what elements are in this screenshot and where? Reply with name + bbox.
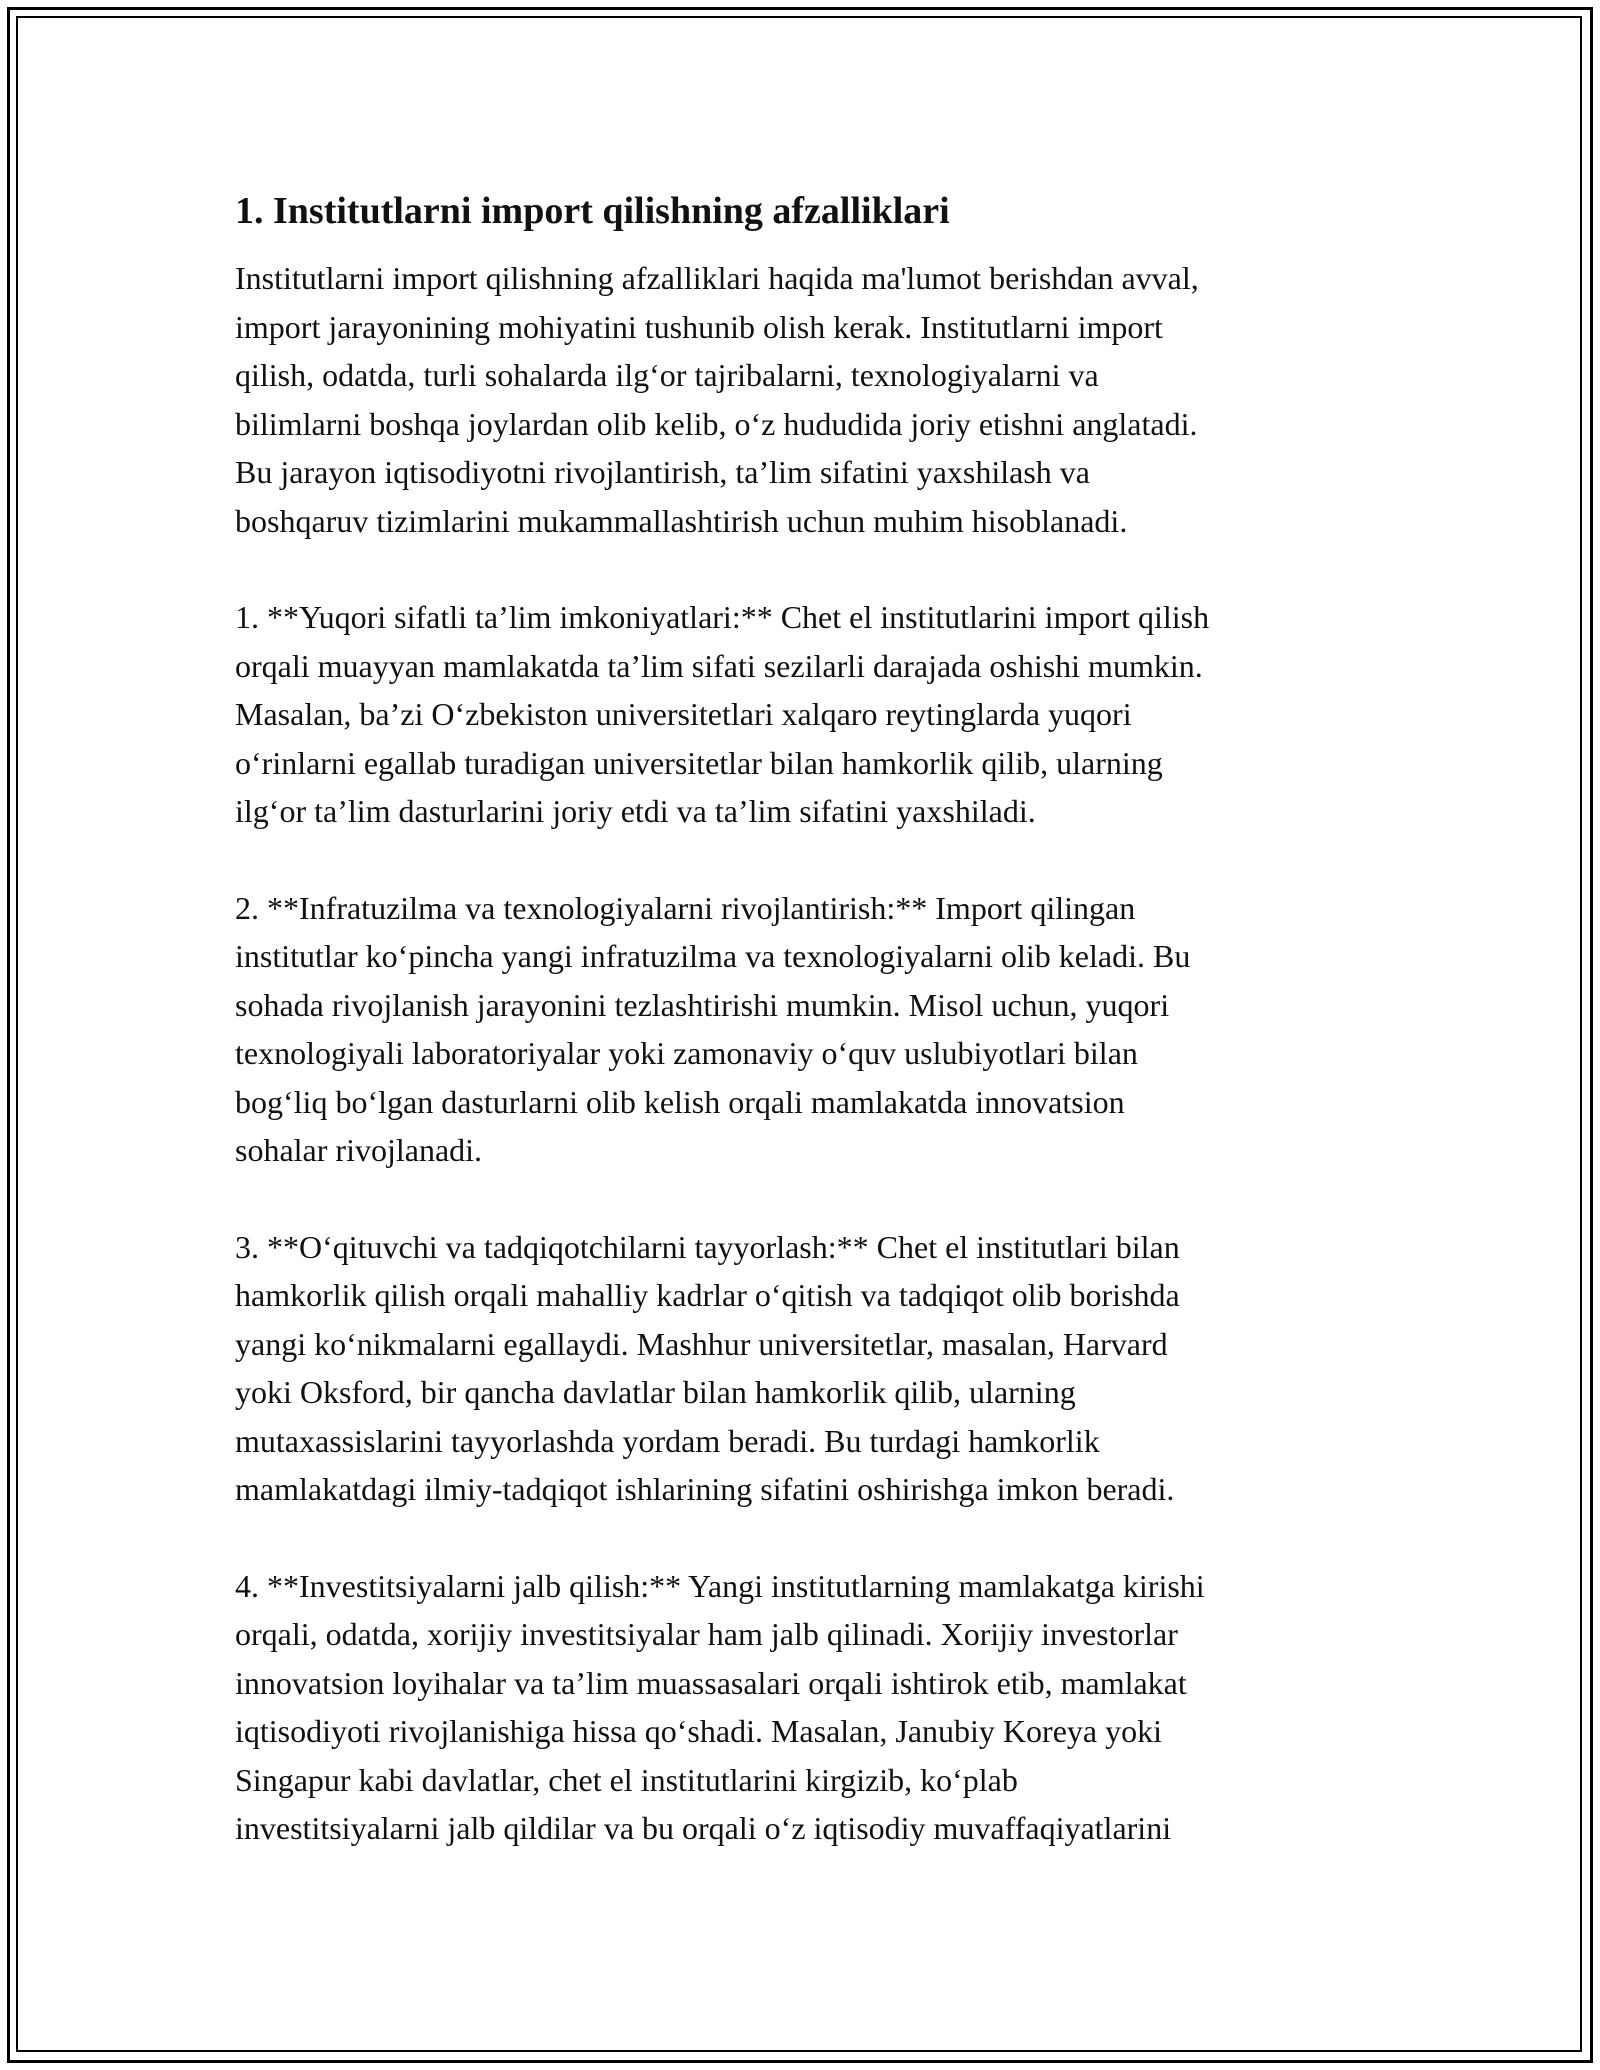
section-heading: 1. Institutlarni import qilishning afzalliklari: [235, 190, 950, 232]
paragraph-line: yangi ko‘nikmalarni egallaydi. Mashhur universitetlar, masalan, Harvard: [235, 1325, 1168, 1362]
paragraph-line: mamlakatdagi ilmiy-tadqiqot ishlarining sifatini oshirishga imkon beradi.: [235, 1471, 1175, 1507]
paragraph-line: mutaxassislarini tayyorlashda yordam beradi. Bu turdagi hamkorlik: [235, 1422, 1100, 1459]
paragraph-line: hamkorlik qilish orqali mahalliy kadrlar o‘qitish va tadqiqot olib borishda: [235, 1277, 1180, 1313]
paragraph-line: iqtisodiyoti rivojlanishiga hissa qo‘shadi. Masalan, Janubiy Koreya yoki: [235, 1713, 1162, 1749]
paragraph-line: investitsiyalarni jalb qildilar va bu orqali o‘z iqtisodiy muvaffaqiyatlarini: [235, 1810, 1172, 1846]
paragraph-line: qilish, odatda, turli sohalarda ilg‘or tajribalarni, texnologiyalarni va: [235, 357, 1099, 393]
paragraph-line: Institutlarni import qilishning afzalliklari haqida ma'lumot berishdan avval,: [235, 260, 1199, 296]
paragraph-list: [235, 254, 1375, 1853]
paragraph-line: bilimlarni boshqa joylardan olib kelib, o‘z hududida joriy etishni anglatadi.: [235, 405, 1198, 442]
paragraph-line: Masalan, ba’zi O‘zbekiston universitetlari xalqaro reytinglarda yuqori: [235, 696, 1132, 732]
paragraph-line: 1. **Yuqori sifatli ta’lim imkoniyatlari:** Chet el institutlarini import qilish: [235, 599, 1210, 635]
paragraph-line: orqali, odatda, xorijiy investitsiyalar ham jalb qilinadi. Xorijiy investorlar: [235, 1616, 1178, 1652]
paragraph-line: ilg‘or ta’lim dasturlarini joriy etdi va ta’lim sifatini yaxshiladi.: [235, 793, 1036, 829]
paragraph-line: o‘rinlarni egallab turadigan universitetlar bilan hamkorlik qilib, ularning: [235, 744, 1163, 781]
paragraph-line: boshqaruv tizimlarini mukammallashtirish uchun muhim hisoblanadi.: [235, 502, 1128, 539]
paragraph-line: innovatsion loyihalar va ta’lim muassasalari orqali ishtirok etib, mamlakat: [235, 1664, 1187, 1701]
paragraph-line: institutlar ko‘pincha yangi infratuzilma va texnologiyalarni olib keladi. Bu: [235, 938, 1191, 974]
paragraph-line: orqali muayyan mamlakatda ta’lim sifati sezilarli darajada oshishi mumkin.: [235, 647, 1203, 684]
paragraph: [235, 593, 1375, 836]
paragraph-line: Bu jarayon iqtisodiyotni rivojlantirish, ta’lim sifatini yaxshilash va: [235, 454, 1090, 490]
paragraph-line: yoki Oksford, bir qancha davlatlar bilan hamkorlik qilib, ularning: [235, 1374, 1076, 1410]
paragraph-line: import jarayonining mohiyatini tushunib olish kerak. Institutlarni import: [235, 308, 1163, 345]
paragraph-line: 2. **Infratuzilma va texnologiyalarni rivojlantirish:** Import qilingan: [235, 889, 1136, 926]
paragraph-line: sohalar rivojlanadi.: [235, 1132, 483, 1168]
paragraph-line: Singapur kabi davlatlar, chet el institutlarini kirgizib, ko‘plab: [235, 1761, 1018, 1798]
paragraph: [235, 884, 1375, 1175]
paragraph-line: 4. **Investitsiyalarni jalb qilish:** Yangi institutlarning mamlakatga kirishi: [235, 1567, 1205, 1604]
paragraph-line: 3. **O‘qituvchi va tadqiqotchilarni tayyorlash:** Chet el institutlari bilan: [235, 1228, 1180, 1265]
paragraph: [235, 1223, 1375, 1514]
paragraph-line: bog‘liq bo‘lgan dasturlarni olib kelish orqali mamlakatda innovatsion: [235, 1083, 1125, 1120]
paragraph-line: sohada rivojlanish jarayonini tezlashtirishi mumkin. Misol uchun, yuqori: [235, 986, 1170, 1023]
paragraph: [235, 1562, 1375, 1853]
paragraph-line: texnologiyali laboratoriyalar yoki zamonaviy o‘quv uslubiyotlari bilan: [235, 1035, 1138, 1071]
document-body: [235, 186, 1375, 1901]
paragraph: [235, 254, 1375, 545]
